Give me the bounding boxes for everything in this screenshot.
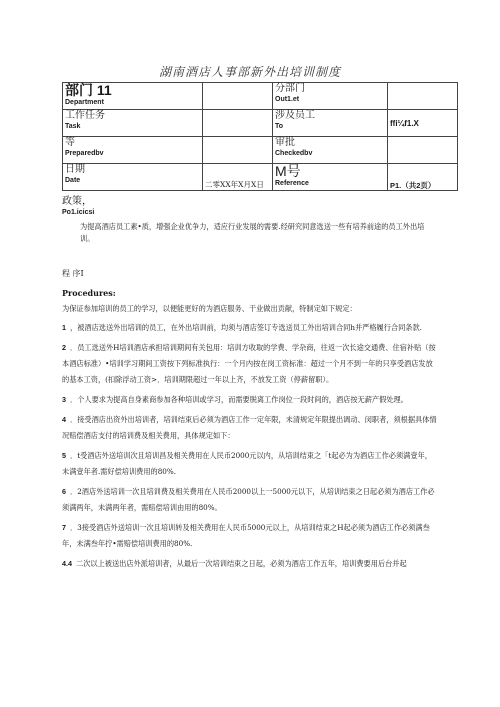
- procedure-item-text: ．3接受酒店外送培训一次且培训转及相关费用在人民币5000元以上，从培训结束之H起必须为酒店工作必须满叁年，未满叁年拧•需赔偿培训费用的80%.: [62, 523, 430, 548]
- date-cell: [63, 164, 203, 191]
- procedure-item-number: 6: [62, 487, 66, 496]
- dept-to: 分部门: [275, 83, 305, 94]
- checked-label: 审批: [275, 137, 295, 148]
- procedure-item-number: 7: [62, 523, 66, 532]
- involve-label-en: To: [275, 123, 284, 130]
- involve-value: ffi¼f1.X: [390, 118, 419, 128]
- dept-cell: [63, 83, 203, 110]
- checked-label-en: Checkedbv: [275, 150, 313, 157]
- procedure-item-number: 4: [62, 415, 66, 424]
- procedure-item: [62, 340, 437, 388]
- dept-to-en: Out1.et: [275, 96, 300, 103]
- procedure-item: [62, 392, 437, 408]
- procedure-item-text: ．接受酒店出资外出培训者，培训结束后必须为酒店工作一定年限，未清规定年限提出调动、闵职者，须根据具体情况赔偿酒店支付的培训费及相关费用，具体规定如下：: [62, 415, 437, 440]
- procedure-item-number: 3: [62, 395, 66, 404]
- prepared-label: 等: [65, 137, 75, 148]
- procedure-item: [62, 412, 437, 444]
- procedure-item-text: ．t受酒店外送培训次且培训昌及相关费用在人民币2000元以内，从培训结束之「t起必为为酒店工作必须满壹年，未满壹年者.需好偿培训费用的80%.: [62, 451, 432, 476]
- page-value: P1.（共2页）: [390, 181, 436, 190]
- procedure-item: [62, 448, 437, 480]
- policy-section: [62, 196, 437, 245]
- procedure-list: [62, 320, 437, 572]
- procedure-heading-en: Procedures:: [62, 288, 116, 298]
- procedure-item: [62, 556, 437, 572]
- date-label-en: Date: [65, 177, 81, 184]
- procedure-item: [62, 320, 437, 336]
- procedure-item-number: 2: [62, 343, 66, 352]
- policy-text: 为提高酒店员工素•质，增强企业优争力，适应行业发展的需要.经研究同意选送一些有培养前途的员工外出培训。: [80, 222, 425, 243]
- blank-cell: [203, 83, 273, 110]
- procedure-item-text: ．2酒店外送培训一次且培训费及相关费用在人民币2000以上一5000元以下，从培训结束之日起必须为酒店工作必须满两年，未满两年者，需赔偿培训由用的80%。: [62, 487, 435, 512]
- date-label: 日期: [65, 164, 85, 175]
- prepared-cell: [63, 137, 203, 164]
- task-cell: [63, 110, 203, 137]
- procedure-item-text: ．员工选送外H培训酒店承担培训期间有关包用：培训方收取的学费、学杂商，往返一次长途交通费、住宿补贴（按本酒店标准）•培训学习期间工资按下列标准执行：一个月内按在岗工资标准：超过一个月不到一年的只享受酒店发放的基本工资，(扣除浮动工资>．培训期限超过一年以上齐，不放发工资（停薪留职）。: [62, 343, 436, 384]
- procedure-item: [62, 520, 437, 552]
- task-label-en: Task: [65, 123, 81, 130]
- task-label: 工作任务: [65, 110, 105, 121]
- blank-cell: [388, 83, 458, 110]
- document-title: 湖南酒店人事部新外出培训制度: [158, 65, 341, 79]
- procedure-item-number: 4.4: [62, 559, 72, 568]
- date-value: 二零XX年X月X日: [205, 180, 264, 189]
- involve-value-cell: [388, 110, 458, 137]
- prepared-label-en: Preparedbv: [65, 150, 104, 157]
- ref-label-en: Reference: [275, 180, 309, 187]
- ref-cell: [273, 164, 388, 191]
- procedure-item-number: 5: [62, 451, 66, 460]
- procedure-item-number: 1: [62, 323, 66, 332]
- procedure-section: [62, 268, 437, 572]
- blank-cell: [388, 137, 458, 164]
- header-table: [62, 82, 458, 191]
- procedure-item: [62, 484, 437, 516]
- procedure-heading: 程 序I: [62, 269, 84, 278]
- page-cell: [388, 164, 458, 191]
- blank-cell: [203, 110, 273, 137]
- ref-label: M号: [275, 163, 301, 179]
- dept-code: 部门 11: [65, 82, 112, 98]
- date-value-cell: [203, 164, 273, 191]
- blank-cell: [203, 137, 273, 164]
- procedure-intro: 为保证参加培训的员工的学习，以便能更好的为酒店服务、干业做出贡献，特制定如下规定：: [62, 304, 357, 313]
- procedure-item-text: ．个人要求为提高自身素商参加各种培训或学习，而需要脱离工作岗位一段时间的，酒店按无薪产假处理。: [70, 395, 408, 404]
- procedure-item-text: 二次以上被送出店外派培训者，从最后一次培训结束之日起，必须为酒店工作五年，培训费要用后台并起: [76, 559, 407, 568]
- policy-heading-en: Po1.icicsi: [62, 209, 95, 216]
- policy-heading: 政策，: [62, 196, 92, 207]
- involve-label: 涉及员工: [275, 110, 315, 121]
- dept-to-cell: [273, 83, 388, 110]
- procedure-item-text: ，被酒店选送外出培训的员工，在外出培训前，均须与酒店签订专选送员工外出培训合同h并严格履行合同条款.: [70, 323, 422, 332]
- dept-label-en: Department: [65, 99, 104, 106]
- involve-cell: [273, 110, 388, 137]
- checked-cell: [273, 137, 388, 164]
